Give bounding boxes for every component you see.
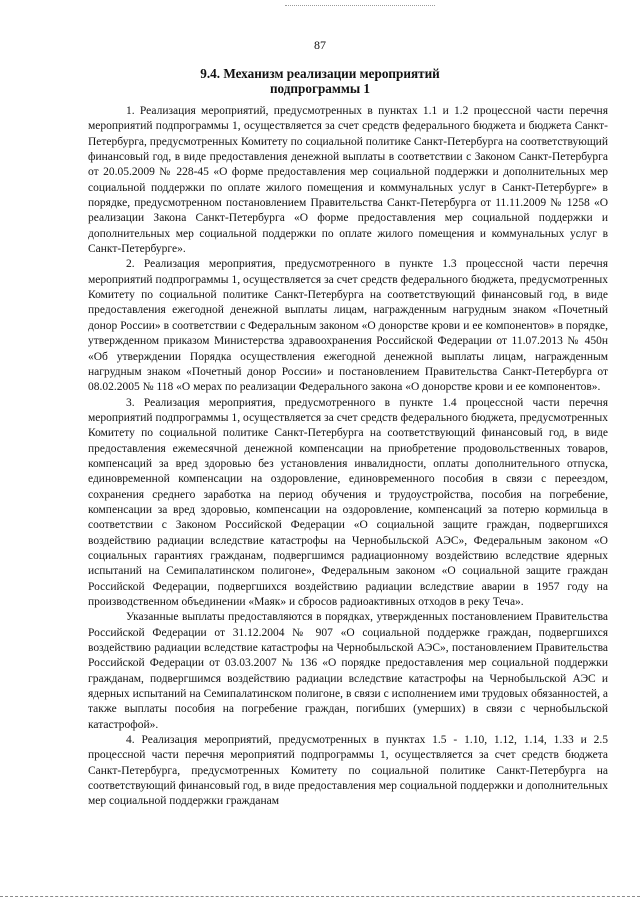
scan-top-edge bbox=[285, 5, 435, 6]
section-heading bbox=[0, 66, 640, 96]
paragraph-2: 2. Реализация мероприятия, предусмотренного в пункте 1.3 процессной части перечня мероприятий подпрограммы 1, осуществляется за счет средств федерального бюджета, предусмотренных Комитету по социальной политике Санкт-Петербурга на соответствующий финансовый год, в виде предоставления ежегодной денежной выплаты лицам, награжденным нагрудным знаком «Почетный донор России» в соответствии с Федеральным законом «О донорстве крови и ее компонентов» в порядке, утвержденном приказом Министерства здравоохранения Российской Федерации от 11.07.2013 № 450н «Об утверждении Порядка осуществления ежегодной денежной выплаты лицам, награжденным нагрудным знаком «Почетный донор России» и постановлением Правительства Санкт-Петербурга от 08.02.2005 № 118 «О мерах по реализации Федерального закона «О донорстве крови и ее компонентов». bbox=[88, 258, 608, 394]
paragraph-3: 3. Реализация мероприятия, предусмотренного в пункте 1.4 процессной части перечня мероприятий подпрограммы 1, осуществляется за счет средств федерального бюджета, предусмотренных Комитету по социальной политике Санкт-Петербурга на соответствующий финансовый год, в виде предоставления ежемесячной денежной компенсации на приобретение продовольственных товаров, компенсаций за вред здоровью без установления инвалидности, оплаты дополнительного отпуска, единовременной компенсации на оздоровление, единовременного пособия в связи с переездом, сохранения среднего заработка на период обучения и трудоустройства, пособия на погребение, компенсации за вред здоровью, компенсации на оздоровление, компенсаций за потерю кормильца в соответствии с Законом Российской Федерации «О социальной защите граждан, подвергшихся воздействию радиации вследствие катастрофы на Чернобыльской АЭС», Федеральным законом «О социальных гарантиях гражданам, подвергшимся радиационному воздействию вследствие ядерных испытаний на Семипалатинском полигоне», Федеральным законом «О социальной защите граждан Российской Федерации, подвергшихся воздействию радиации вследствие аварии в 1957 году на производственном объединении «Маяк» и сбросов радиоактивных отходов в реку Теча». bbox=[88, 396, 608, 608]
page-number: 87 bbox=[314, 38, 326, 52]
section-heading-line-2: подпрограммы 1 bbox=[269, 81, 371, 96]
scan-bottom-edge bbox=[0, 896, 640, 897]
document-body bbox=[88, 104, 608, 810]
paragraph-1: 1. Реализация мероприятий, предусмотренных в пунктах 1.1 и 1.2 процессной части перечня мероприятий подпрограммы 1, осуществляется за счет средств федерального бюджета и бюджета Санкт-Петербурга, предусмотренных Комитету по социальной политике Санкт-Петербурга на соответствующий финансовый год, в виде предоставления денежной выплаты в соответствии с Законом Санкт-Петербурга от 20.05.2009 № 228-45 «О форме предоставления мер социальной поддержки и дополнительных мер социальной поддержки по оплате жилого помещения и коммунальных услуг в Санкт-Петербурге» в порядке, предусмотренном постановлением Правительства Санкт-Петербурга от 11.11.2009 № 1258 «О реализации Закона Санкт-Петербурга «О форме предоставления мер социальной поддержки и дополнительных мер социальной поддержки по оплате жилого помещения и коммунальных услуг в Санкт-Петербурге». bbox=[88, 105, 608, 256]
paragraph-4: Указанные выплаты предоставляются в порядках, утвержденных постановлением Правительства Российской Федерации от 31.12.2004 № 907 «О социальной поддержке граждан, подвергшихся воздействию радиации вследствие катастрофы на Чернобыльской АЭС», постановлением Правительства Российской Федерации от 03.03.2007 № 136 «О порядке предоставления мер социальной поддержки гражданам, подвергшимся воздействию радиации вследствие катастрофы на Чернобыльской АЭС и ядерных испытаний на Семипалатинском полигоне, в связи с исполнением ими трудовых обязанностей, а также выплаты пособия на погребение граждан, погибших (умерших) в связи с чернобыльской катастрофой». bbox=[88, 611, 608, 731]
paragraph-5: 4. Реализация мероприятий, предусмотренных в пунктах 1.5 - 1.10, 1.12, 1.14, 1.33 и 2.5 процессной части перечня мероприятий подпрограммы 1, осуществляется за счет средств бюджета Санкт-Петербурга, предусмотренных Комитету по социальной политике Санкт-Петербурга на соответствующий финансовый год, в виде предоставления мер социальной поддержки и дополнительных мер социальной поддержки гражданам bbox=[88, 734, 608, 808]
section-heading-line-1: 9.4. Механизм реализации мероприятий bbox=[200, 66, 440, 81]
